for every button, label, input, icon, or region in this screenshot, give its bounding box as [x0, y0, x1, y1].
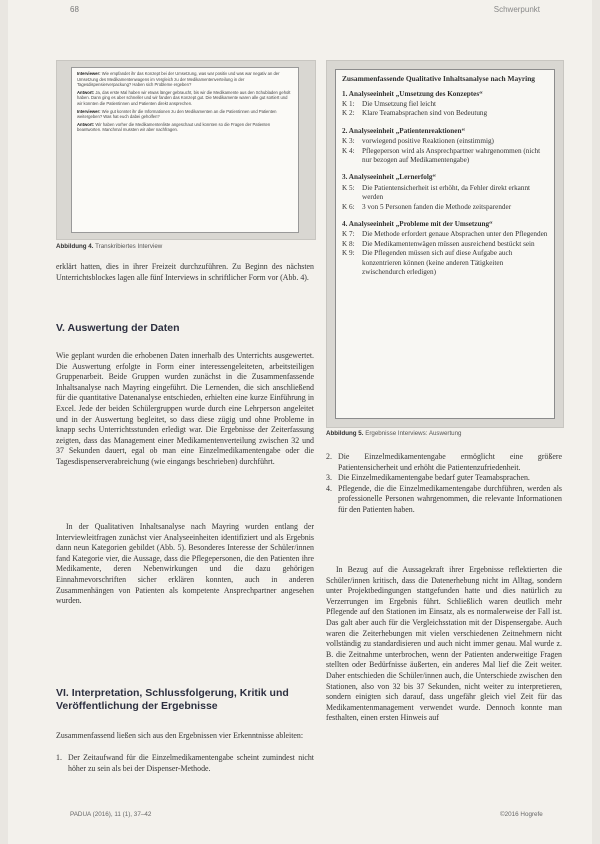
transcript-line: Interviewer: Wie gut konntet ihr die Informationen zu den Medikamenten an die Patientinnen und Patienten weitergeben? Was hat euch dabei geholfen? [77, 108, 277, 120]
journal-section: Schwerpunkt [493, 5, 540, 14]
figure-5 [326, 60, 564, 428]
category-row: K 3: vorwiegend positive Reaktionen (einstimmig) [342, 137, 494, 146]
page-number: 68 [70, 5, 79, 14]
category-row: K 5: Die Patientensicherheit ist erhöht, da Fehler direkt erkannt werden [342, 183, 531, 202]
transcript-line: Interviewer: Wie empfandet ihr das Konzept bei der Umsetzung, was war positiv und was war negativ an der Umsetzung des Medikamentenwagens im Vergleich zu der Medikamentenverteilung in der Tagesdispensierverpackung? Haben sich Probleme ergeben? [77, 71, 280, 88]
footer-copyright: ©2016 Hogrefe [500, 811, 543, 818]
interview-transcript [71, 67, 299, 233]
category-row: K 8: Die Medikamentenwägen müssen ausreichend bestückt sein [342, 239, 535, 248]
conclusion-list-right [326, 452, 562, 516]
footer-citation: PADUA (2016), 11 (1), 37–42 [70, 811, 152, 818]
figure-4 [56, 60, 316, 240]
transcript-line: Antwort: Wir haben vorher die Medikamentenliste angeschaut und konnten so die Fragen der Patienten beantworten. Manchmal mussten wir aber nachfragen. [77, 121, 271, 133]
list-item: 3. Die Einzelmedikamentengabe bedarf guter Teamabsprachen. [326, 473, 530, 483]
figure-5-title: Zusammenfassende Qualitative Inhaltsanalyse nach Mayring [342, 74, 535, 83]
section-heading-5: V. Auswertung der Daten [56, 322, 180, 334]
paragraph-interviews: erklärt hatten, dies in ihrer Freizeit durchzuführen. Zu Beginn des nächsten Unterrichtsblockes lagen alle fünf Interviews in schriftlicher Form vor (Abb. 4). [56, 262, 314, 282]
analysis-unit-heading: 3. Analyseeinheit „Lernerfolg“ [342, 173, 437, 182]
content-analysis-table [335, 69, 555, 419]
conclusion-list-left [56, 753, 314, 774]
section-heading-6: VI. Interpretation, Schlussfolgerung, Kritik und Veröffentlichung der Ergebnisse [56, 687, 289, 712]
analysis-unit-heading: 2. Analyseeinheit „Patientenreaktionen“ [342, 126, 466, 135]
paragraph-reflection: In Bezug auf die Aussagekraft ihrer Ergebnisse reflektierten die Schüler/innen kritisch, dass die Datenerhebung nicht im Alltag, sondern unter Projektbedingungen stattgefunden hatte und dies natürlich zu Verzerrungen im Ergebnis führt. Schließlich waren deutlich mehr Pflegende auf den Stationen im Einsatz, als es normalerweise der Fall ist. Das galt aber auch für die Vergleichsstation mit der Dispensergabe. Auch waren die Zeiterhebungen mit vielen verschiedenen Zeitnehmern nicht vollständig zu standardisieren und auch nicht immer genau. Mal wurde z. B. die Zeitnahme unterbrochen, wenn der Patienten anderweitige Fragen stellten oder Bedürfnisse äußerten, ein anderes Mal lief die Zeit weiter. Daher entschieden die Schüler/innen auch, die Unterschiede zwischen den Stationen, also von 32 bis 37 Sekunden, nicht weiter zu interpretieren, sondern einigten sich darauf, dass ungefähr gleich viel Zeit für das Medikamentenmanagement verwendet wurde. Dennoch konnte man festhalten, einen ersten Hinweis auf [326, 565, 562, 723]
category-row: K 1: Die Umsetzung fiel leicht [342, 100, 437, 108]
category-row: K 9: Die Pflegenden müssen sich auf diese Aufgabe auch konzentrieren können (keine anderen Tätigkeiten zwischendurch erledigen) [342, 249, 513, 277]
paragraph-auswertung-2: In der Qualitativen Inhaltsanalyse nach Mayring wurden entlang der Interviewleitfragen zunächst vier Analyseeinheiten identifiziert und als Ergebnis dann neun Kategorien gebildet (Abb. 5). Besonderes Interesse der Schüler/innen fand Kategorie vier, die Aussage, dass die Pflegepersonen, die den Patienten ihre Medikamente, deren Nebenwirkungen und die dazu gehörigen Einnahmevorschriften sicher erklären konnten, auch in anderen Zusammenhängen von Patienten als kompetente Ansprechpartner angesehen wurden. [56, 522, 314, 606]
paragraph-auswertung-1: Wie geplant wurden die erhobenen Daten innerhalb des Unterrichts ausgewertet. Die Auswertung erfolgte in Form einer interessengeleiteten, arbeitsteiligen Gruppenarbeit. Beide Gruppen wurden zunächst in die Zusammenfassende Inhaltsanalyse nach Mayring eingeführt. Die Lernenden, die sich anschließend für die quantitative Datenanalyse entschieden, erhielten eine kurze Einführung in Excel. Jede der beiden Schülergruppen wurde durch eine Lehrperson angeleitet und in der Auswertung begleitet, so dass diese zügig und ohne Probleme in knapp sechs Unterrichtsstunden erledigt war. Die Ergebnisse der Zeiterfassung zeigten, dass das Management einer Medikamentenverteilung zwischen 32 und 37 Sekunden dauert, egal ob man eine Einzelmedikamentengabe oder die Tagesdispenserverabreichung (wie eingangs beschrieben) durchführt. [56, 351, 314, 466]
page [8, 0, 592, 844]
analysis-unit-heading: 4. Analyseeinheit „Probleme mit der Umsetzung“ [342, 220, 493, 229]
list-item: 1. Der Zeitaufwand für die Einzelmedikamentengabe scheint zumindest nicht höher zu sein als bei der Dispenser-Methode. [56, 753, 314, 773]
list-item: 4. Pflegende, die die Einzelmedikamentengabe durchführen, werden als professionelle Personen wahrgenommen, die relevante Informationen für den Patienten haben. [326, 483, 562, 514]
figure-5-caption: Abbildung 5. Ergebnisse Interviews: Auswertung [326, 430, 462, 437]
paragraph-conclusion-intro: Zusammenfassend ließen sich aus den Ergebnissen vier Erkenntnisse ableiten: [56, 731, 304, 740]
figure-4-caption: Abbildung 4. Transkribiertes Interview [56, 243, 163, 250]
list-item: 2. Die Einzelmedikamentengabe ermöglicht eine größere Patientensicherheit und erhöht die Patientenzufriedenheit. [326, 452, 562, 472]
category-row: K 6: 3 von 5 Personen fanden die Methode zeitsparender [342, 202, 512, 211]
category-row: K 4: Pflegeperson wird als Ansprechpartner wahrgenommen (nicht nur bezogen auf Medikamentengabe) [342, 146, 541, 165]
category-row: K 2: Klare Teamabsprachen sind von Bedeutung [342, 109, 488, 118]
transcript-line: Antwort: Ja, das erste Mal haben wir etwas länger gebraucht, bis wir die Medikamente aus den Schubladen geholt haben. Dann ging es aber schneller und wir fanden das Konzept gut. Die Medikamente waren alle gut sortiert und wir konnten die Patientinnen und Patienten direkt ansprechen. [77, 89, 291, 106]
category-row: K 7: Die Methode erfordert genaue Absprachen unter den Pflegenden [342, 230, 548, 239]
analysis-unit-heading: 1. Analyseeinheit „Umsetzung des Konzeptes“ [342, 89, 483, 98]
